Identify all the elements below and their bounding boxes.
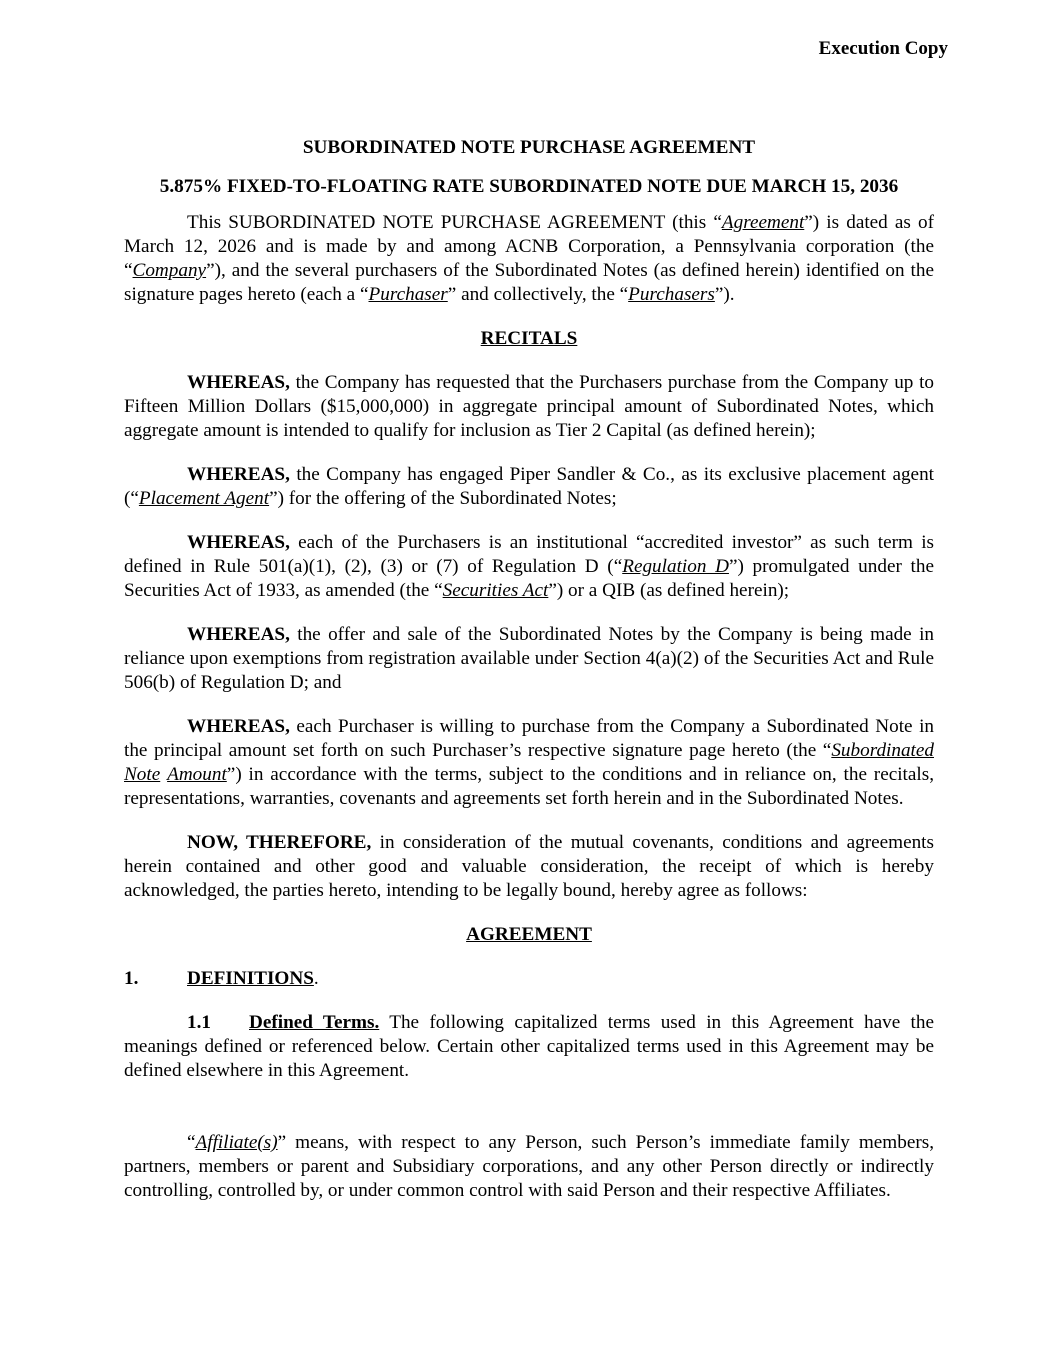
defined-term-purchasers: Purchasers (628, 284, 715, 305)
agreement-title: SUBORDINATED NOTE PURCHASE AGREEMENT (302, 137, 756, 158)
section-definitions (124, 967, 934, 991)
defined-term-securities-act: Securities Act (442, 580, 549, 601)
section-trailing: . (313, 968, 319, 989)
defined-term-company: Company (132, 260, 207, 281)
recital-text: in consideration of the mutual covenants, conditions and agreements herein contained and other good and valuable consideration, the receipt of which is hereby acknowledged, the parties hereto, intending to be legally bound, hereby agree as follows: (124, 832, 934, 901)
recital-lead: WHEREAS, (187, 464, 290, 485)
section-label: DEFINITIONS (187, 968, 314, 989)
recital-lead: WHEREAS, (187, 624, 290, 645)
subsection-label: Defined Terms. (249, 1012, 380, 1033)
defined-term-placement-agent: Placement Agent (138, 488, 270, 509)
recital-text: the Company has requested that the Purchasers purchase from the Company up to Fifteen Million Dollars ($15,000,000) in aggregate principal amount of Subordinated Notes, which aggregate amount is intended to qualify for inclusion as Tier 2 Capital (as defined herein); (124, 372, 934, 441)
recital-lead: WHEREAS, (187, 532, 290, 553)
intro-text: ”). (714, 284, 735, 305)
defined-term-regulation-d: Regulation D (622, 556, 729, 577)
recital-text: ”) promulgated under the Securities Act of 1933, as amended (the “ (124, 556, 934, 601)
defined-term-subordinated-note: Subordinated Note (124, 740, 934, 785)
agreement-subtitle: 5.875% FIXED-TO-FLOATING RATE SUBORDINATED NOTE DUE MARCH 15, 2036 (159, 176, 899, 197)
recital-text: ”) for the offering of the Subordinated Notes; (269, 488, 617, 509)
recital-text: each Purchaser is willing to purchase from the Company a Subordinated Note in the principal amount set forth on such Purchaser’s respective signature page hereto (the “ (124, 716, 934, 761)
intro-text: ”) is dated as of March 12, 2026 and is made by and among ACNB Corporation, a Pennsylvania corporation (the “ (124, 212, 934, 281)
intro-text: ”), and the several purchasers of the Subordinated Notes (as defined herein) identified on the signature pages hereto (each a “ (124, 260, 934, 305)
subsection-text: The following capitalized terms used in this Agreement have the meanings defined or referenced below. Certain other capitalized terms used in this Agreement may be defined elsewhere in this Agreement. (124, 1012, 934, 1081)
defined-term-amount: Amount (167, 764, 227, 785)
now-therefore-paragraph (124, 831, 934, 903)
intro-text: ” and collectively, the “ (447, 284, 629, 305)
affiliate-definition (124, 1131, 934, 1203)
spacer (124, 1103, 934, 1131)
recital-text: the offer and sale of the Subordinated Notes by the Company is being made in reliance upon exemptions from registration available under Section 4(a)(2) of the Securities Act and Rule 506(b) of Regulation D; and (124, 624, 934, 693)
recitals-heading: RECITALS (480, 328, 578, 349)
document-body (124, 136, 934, 1223)
section-number: 1. (124, 968, 139, 989)
recital-lead: WHEREAS, (187, 372, 290, 393)
recital-paragraph (124, 463, 934, 511)
defined-term-affiliates: Affiliate(s) (195, 1132, 278, 1153)
recital-lead: NOW, THEREFORE, (187, 832, 372, 853)
defined-term-agreement: Agreement (721, 212, 805, 233)
definition-text: ” means, with respect to any Person, such Person’s immediate family members, partners, members or parent and Subsidiary corporations, and any other Person directly or indirectly controlling, controlled by, or under common control with said Person and their respective Affiliates. (124, 1132, 934, 1201)
intro-paragraph (124, 211, 934, 307)
recital-paragraph (124, 715, 934, 811)
recital-text: ”) or a QIB (as defined herein); (548, 580, 790, 601)
subsection-number: 1.1 (187, 1012, 211, 1033)
recital-paragraph (124, 531, 934, 603)
recital-paragraph (124, 371, 934, 443)
recital-text: ”) in accordance with the terms, subject to the conditions and in reliance on, the recitals, representations, warranties, covenants and agreements set forth herein and in the Subordinated Notes. (124, 764, 935, 809)
recital-paragraph (124, 623, 934, 695)
recital-text: the Company has engaged Piper Sandler & Co., as its exclusive placement agent (“ (124, 464, 934, 509)
intro-text: This SUBORDINATED NOTE PURCHASE AGREEMENT (this “ (187, 212, 722, 233)
defined-term-purchaser: Purchaser (368, 284, 448, 305)
recital-lead: WHEREAS, (187, 716, 290, 737)
definition-text: “ (187, 1132, 196, 1153)
agreement-heading: AGREEMENT (466, 924, 592, 945)
execution-copy-label: Execution Copy (818, 38, 948, 59)
recital-text: each of the Purchasers is an institutional “accredited investor” as such term is defined in Rule 501(a)(1), (2), (3) or (7) of Regulation D (“ (124, 532, 934, 577)
defined-terms-paragraph (124, 1011, 934, 1083)
